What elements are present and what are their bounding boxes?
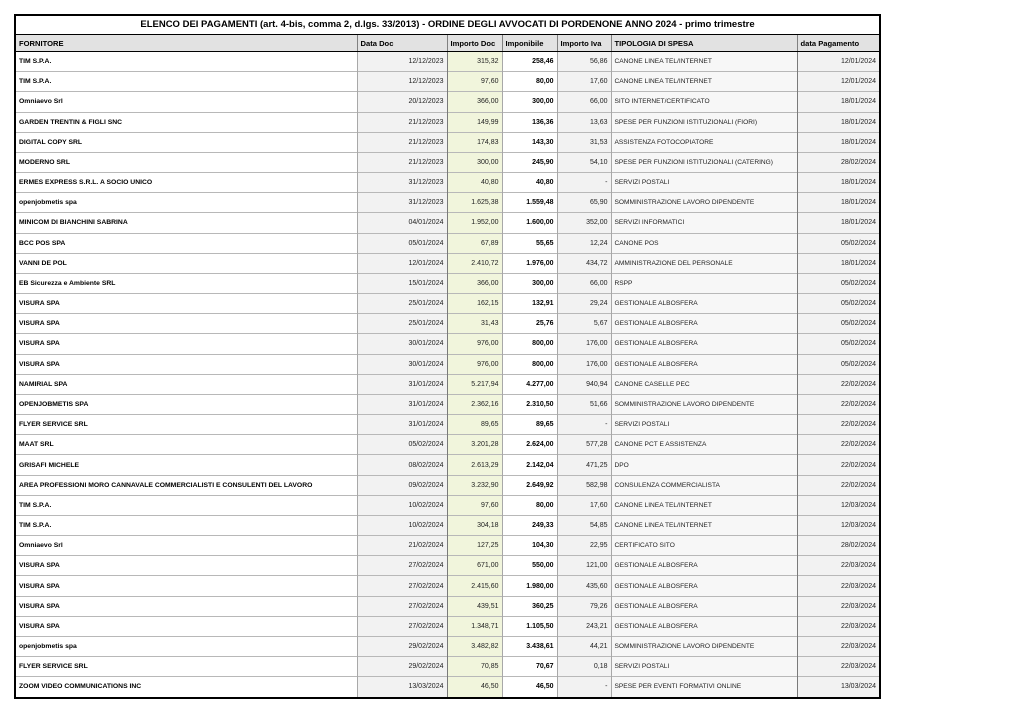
payments-sheet	[14, 14, 881, 699]
taxable-cell: 245,90	[502, 152, 557, 172]
supplier-cell: GRISAFI MICHELE	[16, 455, 357, 475]
expense-type-cell: GESTIONALE ALBOSFERA	[611, 576, 797, 596]
vat-cell: -	[557, 415, 611, 435]
expense-type-cell: SOMMINISTRAZIONE LAVORO DIPENDENTE	[611, 193, 797, 213]
header-imponibile: Imponibile	[502, 35, 557, 52]
expense-type-cell: CANONE LINEA TEL/INTERNET	[611, 515, 797, 535]
supplier-cell: VISURA SPA	[16, 576, 357, 596]
supplier-cell: OPENJOBMETIS SPA	[16, 394, 357, 414]
supplier-cell: TIM S.P.A.	[16, 495, 357, 515]
taxable-cell: 2.624,00	[502, 435, 557, 455]
vat-cell: -	[557, 677, 611, 697]
doc-amount-cell: 5.217,94	[447, 374, 502, 394]
payment-date-cell: 22/03/2024	[797, 636, 879, 656]
header-importo-iva: Importo Iva	[557, 35, 611, 52]
doc-amount-cell: 3.482,82	[447, 636, 502, 656]
table-row	[16, 273, 879, 293]
doc-date-cell: 12/01/2024	[357, 253, 447, 273]
expense-type-cell: AMMINISTRAZIONE DEL PERSONALE	[611, 253, 797, 273]
supplier-cell: AREA PROFESSIONI MORO CANNAVALE COMMERCIALISTI E CONSULENTI DEL LAVORO	[16, 475, 357, 495]
table-row	[16, 677, 879, 697]
table-body	[16, 52, 879, 697]
supplier-cell: FLYER SERVICE SRL	[16, 657, 357, 677]
taxable-cell: 1.600,00	[502, 213, 557, 233]
doc-amount-cell: 40,80	[447, 173, 502, 193]
supplier-cell: ZOOM VIDEO COMMUNICATIONS INC	[16, 677, 357, 697]
vat-cell: 65,90	[557, 193, 611, 213]
doc-date-cell: 31/01/2024	[357, 415, 447, 435]
vat-cell: 352,00	[557, 213, 611, 233]
doc-date-cell: 30/01/2024	[357, 354, 447, 374]
expense-type-cell: CANONE LINEA TEL/INTERNET	[611, 72, 797, 92]
vat-cell: 13,63	[557, 112, 611, 132]
doc-amount-cell: 97,60	[447, 495, 502, 515]
table-row	[16, 72, 879, 92]
taxable-cell: 4.277,00	[502, 374, 557, 394]
table-row	[16, 495, 879, 515]
supplier-cell: TIM S.P.A.	[19, 58, 52, 66]
expense-type-cell: SERVIZI INFORMATICI	[611, 213, 797, 233]
doc-amount-cell: 3.201,28	[447, 435, 502, 455]
doc-date-cell: 09/02/2024	[357, 475, 447, 495]
expense-type-cell: SPESE PER FUNZIONI ISTITUZIONALI (FIORI)	[611, 112, 797, 132]
vat-cell: 12,24	[557, 233, 611, 253]
doc-date-cell: 21/02/2024	[357, 536, 447, 556]
doc-date-cell: 05/02/2024	[357, 435, 447, 455]
taxable-cell: 800,00	[502, 334, 557, 354]
expense-type-cell: CANONE POS	[611, 233, 797, 253]
doc-amount-cell: 162,15	[447, 294, 502, 314]
supplier-cell: openjobmetis spa	[16, 636, 357, 656]
vat-cell: 577,28	[557, 435, 611, 455]
vat-cell: 79,26	[557, 596, 611, 616]
doc-date-cell: 25/01/2024	[357, 294, 447, 314]
taxable-cell: 25,76	[502, 314, 557, 334]
taxable-cell: 550,00	[502, 556, 557, 576]
vat-cell: 22,95	[557, 536, 611, 556]
doc-amount-cell: 366,00	[447, 273, 502, 293]
expense-type-cell: SPESE PER FUNZIONI ISTITUZIONALI (CATERING)	[611, 152, 797, 172]
table-row	[16, 152, 879, 172]
taxable-cell: 3.438,61	[502, 636, 557, 656]
payment-date-cell: 05/02/2024	[797, 354, 879, 374]
doc-amount-cell: 2.613,29	[447, 455, 502, 475]
taxable-cell: 2.142,04	[502, 455, 557, 475]
doc-amount-cell: 46,50	[447, 677, 502, 697]
taxable-cell: 136,36	[502, 112, 557, 132]
taxable-cell: 2.310,50	[502, 394, 557, 414]
expense-type-cell: RSPP	[611, 273, 797, 293]
doc-date-cell: 21/12/2023	[357, 152, 447, 172]
doc-amount-cell: 439,51	[447, 596, 502, 616]
doc-date-cell: 29/02/2024	[357, 657, 447, 677]
vat-cell: 66,00	[557, 273, 611, 293]
taxable-cell: 2.649,92	[502, 475, 557, 495]
supplier-cell: MODERNO SRL	[16, 152, 357, 172]
table-row	[16, 415, 879, 435]
taxable-cell: 80,00	[502, 495, 557, 515]
header-importo-doc: Importo Doc	[447, 35, 502, 52]
table-row	[16, 294, 879, 314]
taxable-cell: 70,67	[502, 657, 557, 677]
table-row	[16, 213, 879, 233]
header-fornitore: FORNITORE	[16, 35, 357, 52]
doc-date-cell: 04/01/2024	[357, 213, 447, 233]
taxable-cell: 800,00	[502, 354, 557, 374]
doc-amount-cell: 1.348,71	[447, 616, 502, 636]
expense-type-cell: GESTIONALE ALBOSFERA	[611, 314, 797, 334]
table-row	[16, 616, 879, 636]
payment-date-cell: 22/03/2024	[797, 657, 879, 677]
taxable-cell: 1.980,00	[502, 576, 557, 596]
supplier-cell: VISURA SPA	[16, 334, 357, 354]
supplier-cell: EB Sicurezza e Ambiente SRL	[16, 273, 357, 293]
doc-date-cell: 27/02/2024	[357, 576, 447, 596]
expense-type-cell: GESTIONALE ALBOSFERA	[611, 354, 797, 374]
doc-amount-cell: 97,60	[447, 72, 502, 92]
doc-date-cell: 25/01/2024	[357, 314, 447, 334]
payment-date-cell: 22/02/2024	[797, 394, 879, 414]
vat-cell: 51,66	[557, 394, 611, 414]
doc-date-cell: 27/02/2024	[357, 616, 447, 636]
expense-type-cell: ASSISTENZA FOTOCOPIATORE	[611, 132, 797, 152]
supplier-cell: VISURA SPA	[16, 596, 357, 616]
doc-amount-cell: 671,00	[447, 556, 502, 576]
table-row	[16, 475, 879, 495]
payment-date-cell: 18/01/2024	[797, 193, 879, 213]
payment-date-cell: 22/02/2024	[797, 455, 879, 475]
table-row	[16, 556, 879, 576]
supplier-cell: VISURA SPA	[16, 294, 357, 314]
payment-date-cell: 22/02/2024	[797, 415, 879, 435]
taxable-cell: 55,65	[502, 233, 557, 253]
vat-cell: 121,00	[557, 556, 611, 576]
table-row	[16, 334, 879, 354]
payment-date-cell: 05/02/2024	[797, 314, 879, 334]
doc-date-cell: 12/12/2023	[357, 52, 447, 72]
supplier-cell: TIM S.P.A.	[16, 72, 357, 92]
table-row	[16, 173, 879, 193]
taxable-cell: 249,33	[502, 515, 557, 535]
expense-type-cell: GESTIONALE ALBOSFERA	[611, 556, 797, 576]
payment-date-cell: 12/03/2024	[797, 515, 879, 535]
payment-date-cell: 22/03/2024	[797, 556, 879, 576]
doc-amount-cell: 89,65	[447, 415, 502, 435]
expense-type-cell: GESTIONALE ALBOSFERA	[611, 334, 797, 354]
doc-date-cell: 13/03/2024	[357, 677, 447, 697]
doc-date-cell: 15/01/2024	[357, 273, 447, 293]
vat-cell: 54,85	[557, 515, 611, 535]
vat-cell: 31,53	[557, 132, 611, 152]
table-row	[16, 314, 879, 334]
doc-date-cell: 12/12/2023	[357, 72, 447, 92]
payment-date-cell: 18/01/2024	[797, 213, 879, 233]
payment-date-cell: 28/02/2024	[797, 152, 879, 172]
vat-cell: -	[557, 173, 611, 193]
expense-type-cell: SERVIZI POSTALI	[611, 657, 797, 677]
doc-amount-cell: 304,18	[447, 515, 502, 535]
taxable-cell: 360,25	[502, 596, 557, 616]
table-row	[16, 233, 879, 253]
taxable-cell: 300,00	[502, 92, 557, 112]
expense-type-cell: CANONE PCT E ASSISTENZA	[611, 435, 797, 455]
table-row	[16, 193, 879, 213]
expense-type-cell: CONSULENZA COMMERCIALISTA	[611, 475, 797, 495]
header-tipologia: TIPOLOGIA DI SPESA	[611, 35, 797, 52]
header-row	[16, 35, 879, 52]
payment-date-cell: 12/01/2024	[797, 52, 879, 72]
expense-type-cell: GESTIONALE ALBOSFERA	[611, 616, 797, 636]
table-row	[16, 394, 879, 414]
taxable-cell: 132,91	[502, 294, 557, 314]
taxable-cell: 104,30	[502, 536, 557, 556]
table-row	[16, 354, 879, 374]
doc-date-cell: 29/02/2024	[357, 636, 447, 656]
doc-date-cell: 20/12/2023	[357, 92, 447, 112]
doc-date-cell: 21/12/2023	[357, 112, 447, 132]
doc-amount-cell: 976,00	[447, 354, 502, 374]
expense-type-cell: CANONE LINEA TEL/INTERNET	[611, 495, 797, 515]
taxable-cell: 80,00	[502, 72, 557, 92]
doc-amount-cell: 127,25	[447, 536, 502, 556]
doc-date-cell: 31/12/2023	[357, 173, 447, 193]
expense-type-cell: CANONE CASELLE PEC	[611, 374, 797, 394]
table-row	[16, 435, 879, 455]
supplier-cell: NAMIRIAL SPA	[16, 374, 357, 394]
vat-cell: 582,98	[557, 475, 611, 495]
taxable-cell: 1.559,48	[502, 193, 557, 213]
table-row	[16, 253, 879, 273]
supplier-cell: MINICOM DI BIANCHINI SABRINA	[16, 213, 357, 233]
taxable-cell: 46,50	[502, 677, 557, 697]
expense-type-cell: CERTIFICATO SITO	[611, 536, 797, 556]
payment-date-cell: 13/03/2024	[797, 677, 879, 697]
supplier-cell: VISURA SPA	[16, 616, 357, 636]
supplier-cell: MAAT SRL	[16, 435, 357, 455]
doc-amount-cell: 1.952,00	[447, 213, 502, 233]
expense-type-cell: CANONE LINEA TEL/INTERNET	[611, 52, 797, 72]
payments-table	[16, 35, 879, 697]
table-row	[16, 636, 879, 656]
payment-date-cell: 12/03/2024	[797, 495, 879, 515]
payment-date-cell: 22/02/2024	[797, 435, 879, 455]
payment-date-cell: 28/02/2024	[797, 536, 879, 556]
table-row	[16, 374, 879, 394]
expense-type-cell: GESTIONALE ALBOSFERA	[611, 294, 797, 314]
doc-date-cell: 05/01/2024	[357, 233, 447, 253]
doc-date-cell: 27/02/2024	[357, 556, 447, 576]
payment-date-cell: 18/01/2024	[797, 173, 879, 193]
payment-date-cell: 22/02/2024	[797, 374, 879, 394]
supplier-cell: DIGITAL COPY SRL	[16, 132, 357, 152]
vat-cell: 17,60	[557, 495, 611, 515]
supplier-cell: openjobmetis spa	[16, 193, 357, 213]
vat-cell: 44,21	[557, 636, 611, 656]
doc-date-cell: 30/01/2024	[357, 334, 447, 354]
doc-amount-cell: 3.232,90	[447, 475, 502, 495]
vat-cell: 0,18	[557, 657, 611, 677]
vat-cell: 56,86	[557, 52, 611, 72]
table-row	[16, 132, 879, 152]
doc-date-cell: 21/12/2023	[357, 132, 447, 152]
supplier-cell: VISURA SPA	[16, 556, 357, 576]
doc-amount-cell: 31,43	[447, 314, 502, 334]
doc-amount-cell: 174,83	[447, 132, 502, 152]
vat-cell: 17,60	[557, 72, 611, 92]
payment-date-cell: 18/01/2024	[797, 132, 879, 152]
doc-amount-cell: 2.362,16	[447, 394, 502, 414]
expense-type-cell: SOMMINISTRAZIONE LAVORO DIPENDENTE	[611, 394, 797, 414]
expense-type-cell: DPO	[611, 455, 797, 475]
taxable-cell: 1.976,00	[502, 253, 557, 273]
table-row	[16, 52, 879, 72]
expense-type-cell: GESTIONALE ALBOSFERA	[611, 596, 797, 616]
supplier-cell: VISURA SPA	[16, 354, 357, 374]
payment-date-cell: 18/01/2024	[797, 112, 879, 132]
supplier-cell: VISURA SPA	[16, 314, 357, 334]
doc-amount-cell: 2.410,72	[447, 253, 502, 273]
supplier-cell: TIM S.P.A.	[16, 515, 357, 535]
doc-amount-cell: 300,00	[447, 152, 502, 172]
taxable-cell: 143,30	[502, 132, 557, 152]
vat-cell: 471,25	[557, 455, 611, 475]
vat-cell: 243,21	[557, 616, 611, 636]
supplier-cell: BCC POS SPA	[16, 233, 357, 253]
expense-type-cell: SERVIZI POSTALI	[611, 173, 797, 193]
expense-type-cell: SPESE PER EVENTI FORMATIVI ONLINE	[611, 677, 797, 697]
taxable-cell: 258,46	[502, 52, 557, 72]
doc-date-cell: 08/02/2024	[357, 455, 447, 475]
payment-date-cell: 05/02/2024	[797, 233, 879, 253]
doc-amount-cell: 1.625,38	[447, 193, 502, 213]
doc-amount-cell: 149,99	[447, 112, 502, 132]
table-row	[16, 92, 879, 112]
payment-date-cell: 12/01/2024	[797, 72, 879, 92]
doc-amount-cell: 67,89	[447, 233, 502, 253]
taxable-cell: 40,80	[502, 173, 557, 193]
header-data-doc: Data Doc	[357, 35, 447, 52]
payment-date-cell: 22/02/2024	[797, 475, 879, 495]
table-row	[16, 455, 879, 475]
taxable-cell: 1.105,50	[502, 616, 557, 636]
taxable-cell: 300,00	[502, 273, 557, 293]
vat-cell: 176,00	[557, 354, 611, 374]
vat-cell: 435,60	[557, 576, 611, 596]
doc-date-cell: 31/12/2023	[357, 193, 447, 213]
vat-cell: 29,24	[557, 294, 611, 314]
table-row	[16, 112, 879, 132]
payment-date-cell: 22/03/2024	[797, 576, 879, 596]
table-row	[16, 536, 879, 556]
doc-amount-cell: 315,32	[447, 52, 502, 72]
doc-date-cell: 10/02/2024	[357, 515, 447, 535]
doc-amount-cell: 366,00	[447, 92, 502, 112]
vat-cell: 940,94	[557, 374, 611, 394]
vat-cell: 66,00	[557, 92, 611, 112]
vat-cell: 5,67	[557, 314, 611, 334]
vat-cell: 434,72	[557, 253, 611, 273]
header-data-pagamento: data Pagamento	[797, 35, 879, 52]
vat-cell: 176,00	[557, 334, 611, 354]
doc-date-cell: 27/02/2024	[357, 596, 447, 616]
supplier-cell: GARDEN TRENTIN & FIGLI SNC	[16, 112, 357, 132]
doc-amount-cell: 2.415,60	[447, 576, 502, 596]
payment-date-cell: 22/03/2024	[797, 616, 879, 636]
expense-type-cell: SOMMINISTRAZIONE LAVORO DIPENDENTE	[611, 636, 797, 656]
doc-date-cell: 31/01/2024	[357, 394, 447, 414]
taxable-cell: 89,65	[502, 415, 557, 435]
table-row	[16, 515, 879, 535]
vat-cell: 54,10	[557, 152, 611, 172]
expense-type-cell: SITO INTERNET/CERTIFICATO	[611, 92, 797, 112]
supplier-cell: VANNI DE POL	[16, 253, 357, 273]
doc-date-cell: 31/01/2024	[357, 374, 447, 394]
payment-date-cell: 05/02/2024	[797, 334, 879, 354]
payment-date-cell: 05/02/2024	[797, 294, 879, 314]
supplier-cell: ERMES EXPRESS S.R.L. A SOCIO UNICO	[16, 173, 357, 193]
payment-date-cell: 05/02/2024	[797, 273, 879, 293]
supplier-cell: Omniaevo Srl	[16, 536, 357, 556]
table-row	[16, 596, 879, 616]
table-row	[16, 576, 879, 596]
doc-date-cell: 10/02/2024	[357, 495, 447, 515]
payment-date-cell: 22/03/2024	[797, 596, 879, 616]
expense-type-cell: SERVIZI POSTALI	[611, 415, 797, 435]
supplier-cell: Omniaevo Srl	[16, 92, 357, 112]
payment-date-cell: 18/01/2024	[797, 92, 879, 112]
doc-amount-cell: 976,00	[447, 334, 502, 354]
supplier-cell: FLYER SERVICE SRL	[16, 415, 357, 435]
table-row	[16, 657, 879, 677]
payment-date-cell: 18/01/2024	[797, 253, 879, 273]
doc-amount-cell: 70,85	[447, 657, 502, 677]
sheet-title: ELENCO DEI PAGAMENTI (art. 4-bis, comma 2, d.lgs. 33/2013) - ORDINE DEGLI AVVOCATI DI PORDENONE ANNO 2024 - primo trimestre	[16, 16, 879, 35]
